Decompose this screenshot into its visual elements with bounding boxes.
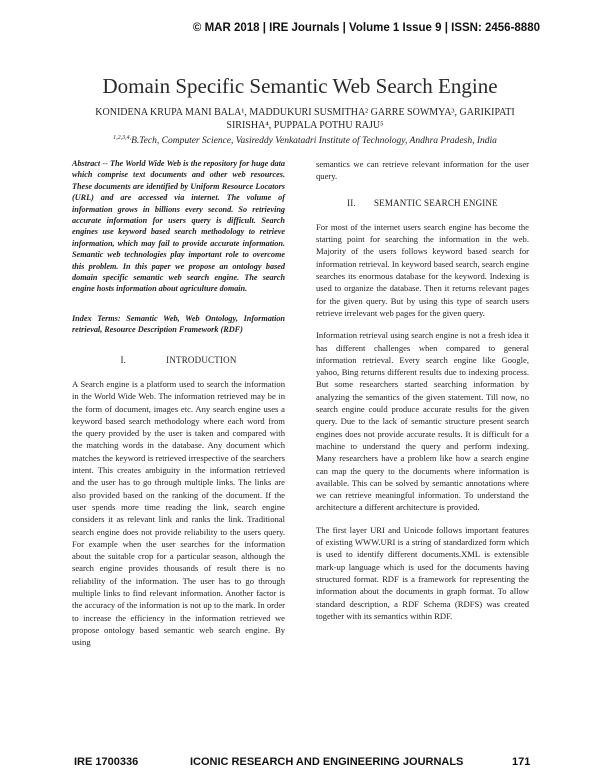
body-paragraph-2: Information retrieval using search engine is not a fresh idea it has different challenges when compared to general information retrieval. Every search engine like Google, yahoo, Bing returns different results due to indexing process. But some researchers started searching information by analyzing the semantics of the given statement. Till now, no search engine could produce accurate results for the given query. Due to the lack of semantic structure present search engines does not provide accurate results. It is difficult for a machine to understand the query and perform indexing. Many researchers have a problem like how a search engine can map the query to the documents where information is available. This can be solved by semantic annotations where we can retrieve meaningful information. To understand the architecture a different architecture is provided. [316,330,529,513]
left-column [72,158,285,659]
footer-page-number: 171 [512,756,531,768]
right-column [316,158,529,632]
section-title: SEMANTIC SEARCH ENGINE [373,197,498,208]
footer-journal-id: IRE 1700336 [74,756,139,768]
abstract: Abstract -- The World Wide Web is the repository for huge data which comprise text documents and other web resources. These documents are identified by Uniform Resource Locators (URL) and are accessed via internet. The volume of information grows in billions every second. So retrieving accurate information for users query is difficult. Search engines use keyword based search methodology to retrieve information, which may fail to provide accurate information. Semantic web technologies play important role to overcome this problem. In this paper we propose an ontology based domain specific semantic web search engine. The search engine hosts information about agriculture domain. [72,159,285,294]
author-list [70,106,540,132]
section-heading-semantic-search [316,197,529,209]
body-paragraph-3: The first layer URI and Unicode follows important features of existing WWW.URI is a string of standardized form which is used to identify different documents.XML is extensible mark-up language which is used for the documents having structured format. RDF is a framework for representing the information about the documents in graph format. To allow standard description, a RDF Schema (RDFS) was created together with its semantics within RDF. [316,524,529,621]
section-number: II. [347,197,356,208]
affiliation-superscript: 1,2,3,4, [113,135,132,141]
footer-journal-name: ICONIC RESEARCH AND ENGINEERING JOURNALS [190,756,464,768]
section-heading-introduction [72,354,285,366]
introduction-paragraph: A Search engine is a platform used to search the information in the World Wide Web. The information retrieved may be in the form of document, images etc. Any search engine uses a keyword based search methodology where each word from the query provided by the user is taken and compared with the matching words in the database. Any document which matches the keyword is retrieved irrespective of the searchers intent. This creates ambiguity in the information retrieved and the user has to go through multiple links. The links are also provided based on the ranking of the document. If the user spends more time reading the link, search engine considers it as relevant link and ranks the link. Traditional search engine does not provide reliability to the users query. For example when the user searches for the information about the suitable crop for a particular season, although the search engine provides thousands of result there is no reliability of the information. The user has to go through multiple links to find relevant information. Another factor is the accuracy of the information is not up to the mark. In order to increase the efficiency in the information retrieved we propose ontology based semantic web search engine. By using [72,378,285,648]
continuation-paragraph: semantics we can retrieve relevant information for the user query. [316,159,529,182]
authors-line-1: KONIDENA KRUPA MANI BALA¹, MADDUKURI SUSMITHA² GARRE SOWMYA³, GARIKIPATI [95,107,515,118]
affiliation [70,135,540,146]
body-paragraph-1: For most of the internet users search engine has become the starting point for searching the information in the web. Majority of the users follows keyword based search for information retrieval. In keyword based search, search engine searches its enormous database for the keyword. Indexing is used to organize the database. Then it returns relevant pages for the given query. But by using this type of search users retrieve irrelevant web pages for the given query. [316,221,529,318]
index-terms: Index Terms: Semantic Web, Web Ontology, Information retrieval, Resource Description Framework (RDF) [72,313,285,335]
section-number: I. [120,354,127,365]
journal-header: © MAR 2018 | IRE Journals | Volume 1 Issue 9 | ISSN: 2456-8880 [192,22,540,34]
authors-line-2: SIRISHA⁴, PUPPALA POTHU RAJU⁵ [226,120,384,131]
paper-title: Domain Specific Semantic Web Search Engine [102,74,498,98]
section-title: INTRODUCTION [166,354,237,365]
affiliation-text: B.Tech, Computer Science, Vasireddy Venkatadri Institute of Technology, Andhra Pradesh, India [131,136,497,147]
